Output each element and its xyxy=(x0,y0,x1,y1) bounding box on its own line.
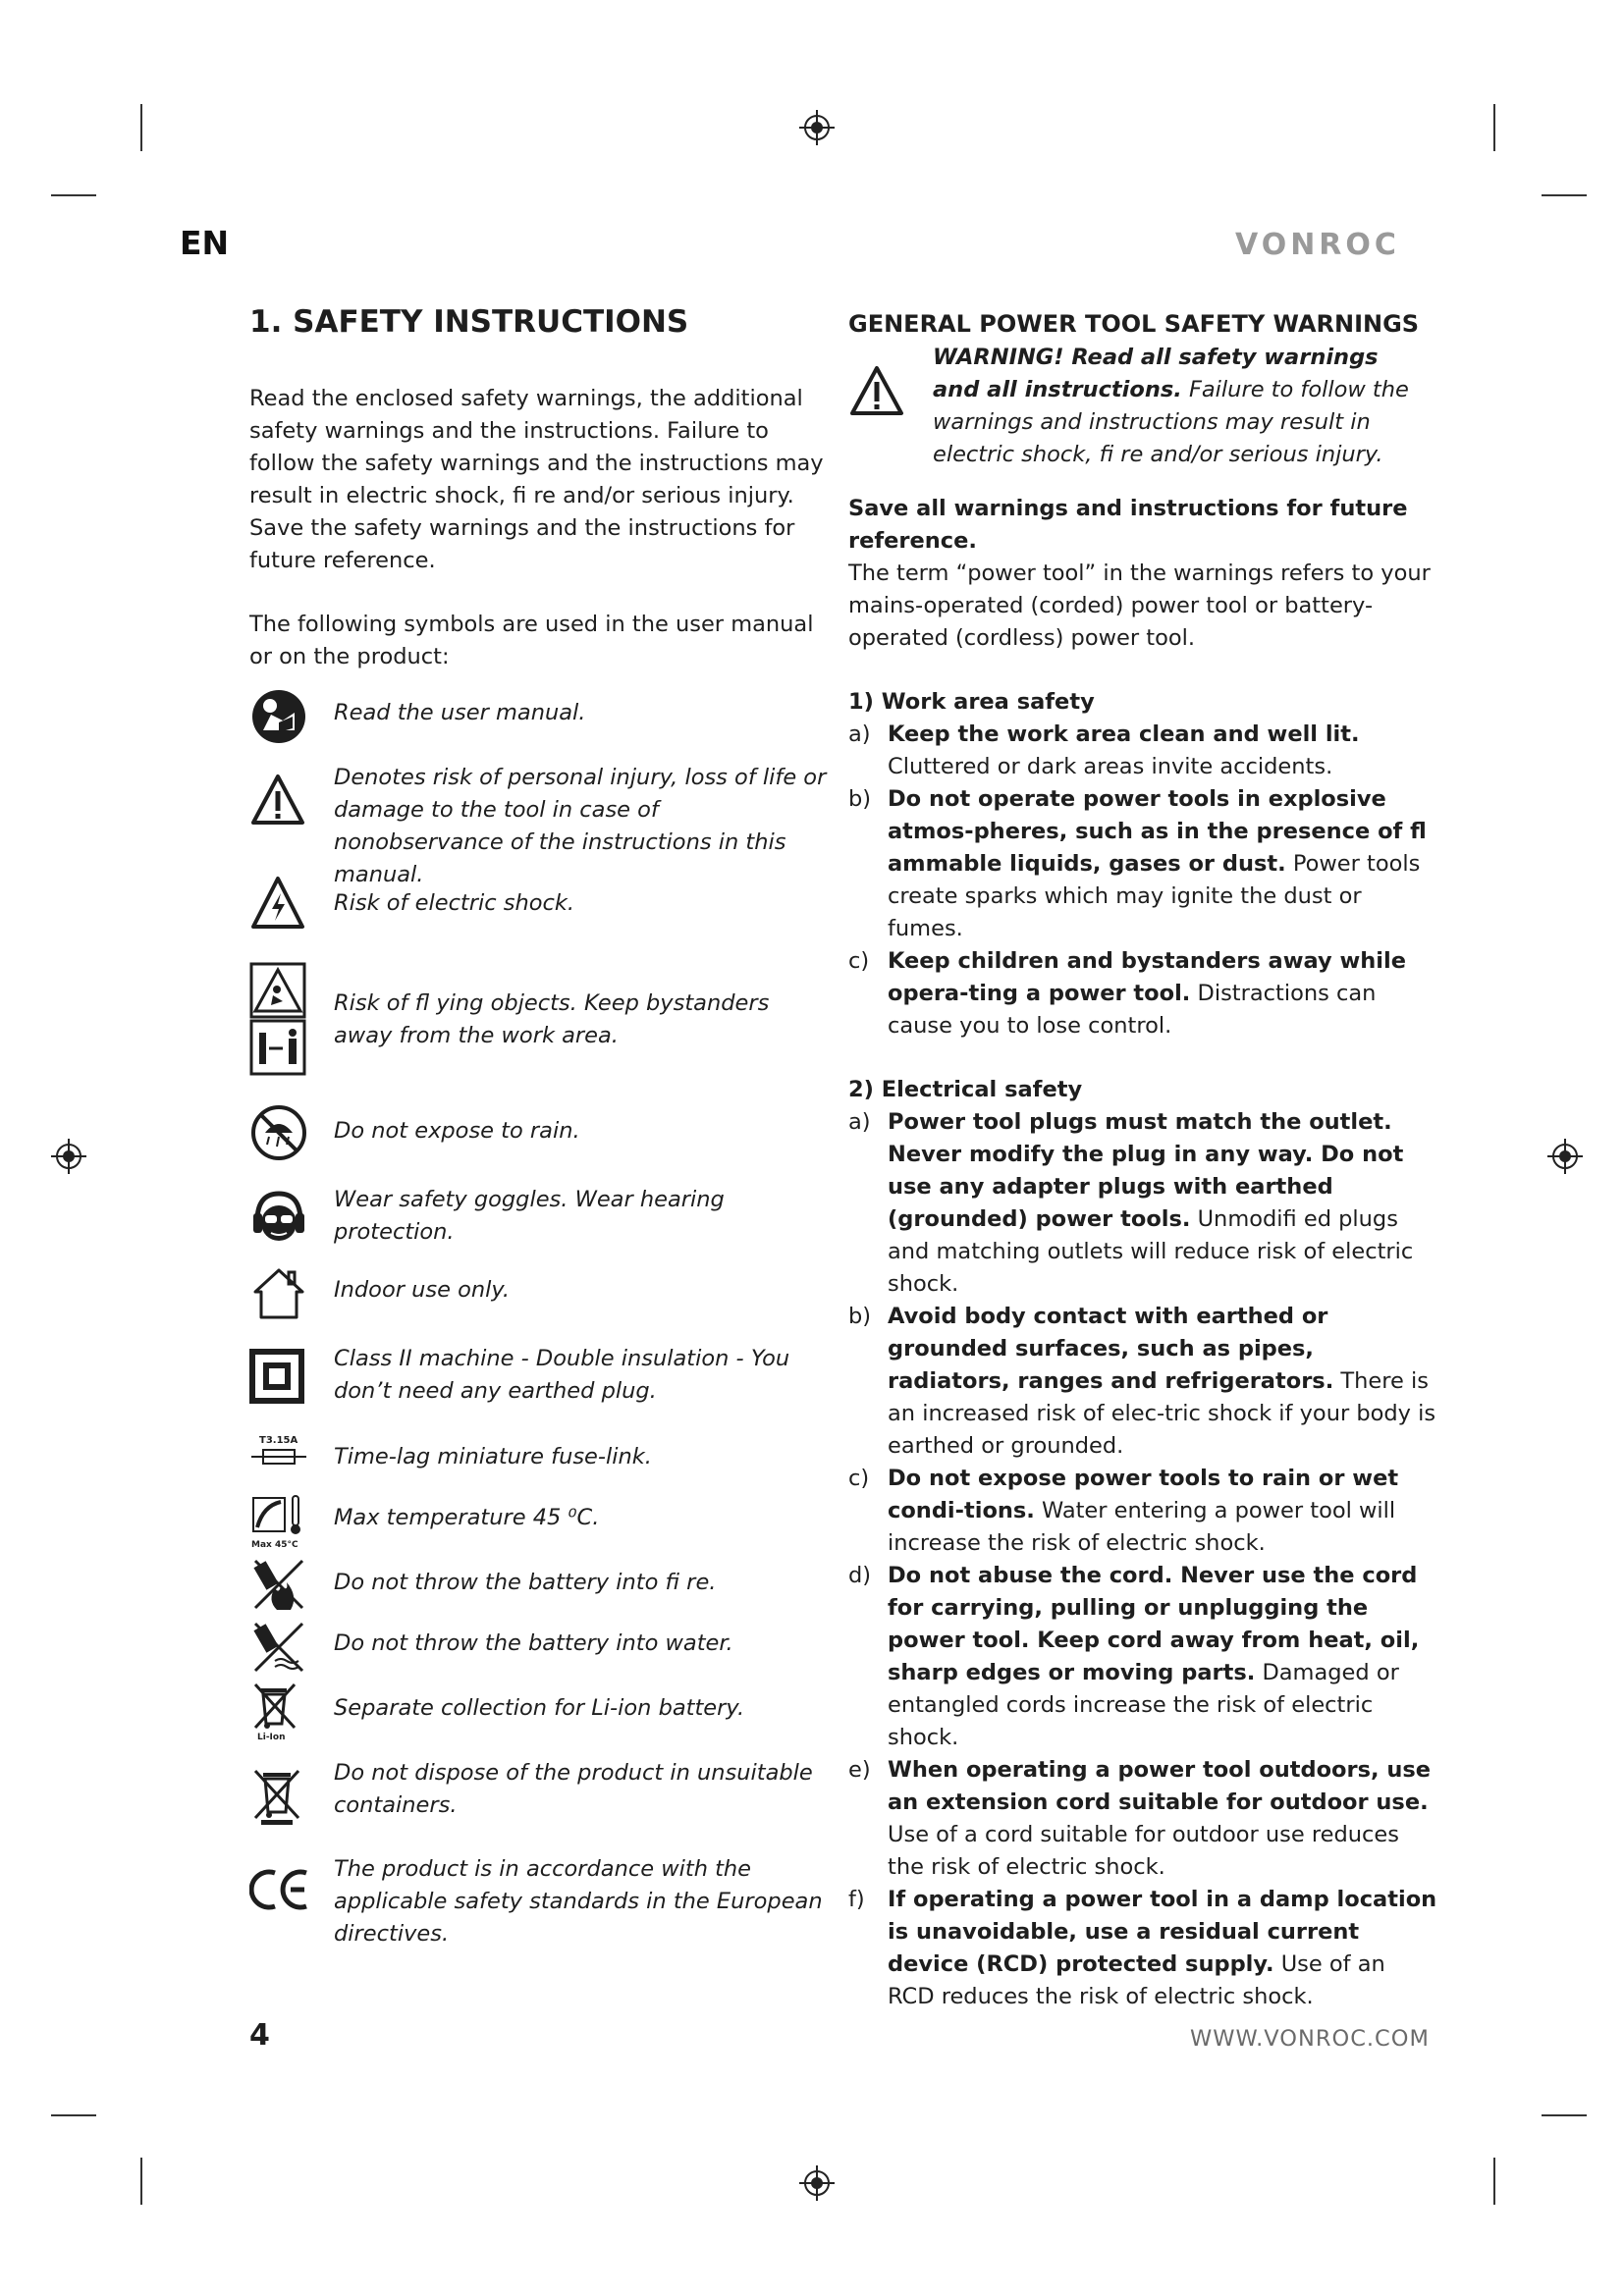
li-ion-bin-icon xyxy=(249,1681,308,1741)
item-bold: When operating a power tool outdoors, use an extension cord suitable for outdoor use. xyxy=(888,1757,1432,1815)
temperature-label: Max 45°C xyxy=(251,1540,298,1550)
crop-mark xyxy=(140,2158,142,2205)
warning-triangle-icon xyxy=(848,363,905,418)
save-bold: Save all warnings and instructions for future reference. xyxy=(848,496,1408,554)
work-area-list xyxy=(848,719,1437,1042)
symbol-text: Risk of fl ying objects. Keep bystanders away from the work area. xyxy=(334,990,770,1048)
item-rest: Power tools create sparks which may ignite the dust or fumes. xyxy=(888,851,1421,941)
electrical-safety-list xyxy=(848,1106,1437,2013)
symbols-intro: The following symbols are used in the user manual or on the product: xyxy=(249,612,814,669)
power-tool-term: The term “power tool” in the warnings refers to your mains-operated (corded) power tool or battery-operated (cordless) power tool. xyxy=(848,561,1431,651)
item-rest: Water entering a power tool will increase the risk of electric shock. xyxy=(888,1498,1396,1556)
item-letter: a) xyxy=(848,721,871,747)
indoor-house-icon xyxy=(249,1264,308,1321)
symbol-text: Read the user manual. xyxy=(334,700,586,725)
right-column xyxy=(848,310,1437,2013)
item-bold: Do not abuse the cord. Never use the cord for carrying, pulling or unplugging the power tool. Keep cord away from heat, oil, sharp edges or moving parts. xyxy=(888,1563,1420,1685)
read-manual-icon xyxy=(249,687,308,746)
crop-mark xyxy=(51,194,96,196)
registration-mark-icon xyxy=(1545,1137,1585,1176)
symbol-text: Max temperature 45 ⁰C. xyxy=(334,1505,600,1530)
item-letter: c) xyxy=(848,948,870,974)
list-item xyxy=(848,783,1437,945)
goggles-ear-protection-icon xyxy=(249,1188,308,1247)
registration-mark-icon xyxy=(49,1137,88,1176)
item-rest: Unmodifi ed plugs and matching outlets will reduce risk of electric shock. xyxy=(888,1206,1414,1297)
li-ion-label: Li-Ion xyxy=(257,1733,286,1741)
symbol-text: Class II machine - Double insulation - You don’t need any earthed plug. xyxy=(334,1346,790,1404)
section-title: 1. SAFETY INSTRUCTIONS xyxy=(249,304,689,340)
crop-mark xyxy=(1542,194,1587,196)
item-bold: Keep the work area clean and well lit. xyxy=(888,721,1360,747)
item-rest: Damaged or entangled cords increase the risk of electric shock. xyxy=(888,1660,1399,1750)
item-bold: If operating a power tool in a damp location is unavoidable, use a residual current device (RCD) protected supply. xyxy=(888,1887,1437,1977)
symbol-text: Do not throw the battery into water. xyxy=(334,1630,733,1656)
item-rest: Cluttered or dark areas invite accidents. xyxy=(888,754,1333,779)
electric-shock-icon xyxy=(249,874,306,933)
max-temperature-icon xyxy=(249,1492,308,1551)
item-letter: b) xyxy=(848,1304,872,1329)
no-water-battery-icon xyxy=(249,1618,308,1675)
fuse-icon xyxy=(249,1433,308,1468)
item-letter: d) xyxy=(848,1563,872,1588)
warning-bold: WARNING! Read all safety warnings and all instructions. xyxy=(933,345,1379,402)
item-bold: Power tool plugs must match the outlet. Never modify the plug in any way. Do not use any adapter plugs with earthed (grounded) power tools. xyxy=(888,1109,1404,1232)
symbol-text: Separate collection for Li-ion battery. xyxy=(334,1695,745,1721)
item-bold: Avoid body contact with earthed or grounded surfaces, such as pipes, radiators, ranges and refrigerators. xyxy=(888,1304,1334,1394)
item-letter: e) xyxy=(848,1757,871,1783)
item-letter: f) xyxy=(848,1887,865,1912)
item-bold: Do not expose power tools to rain or wet condi-tions. xyxy=(888,1466,1399,1523)
item-bold: Keep children and bystanders away while opera-ting a power tool. xyxy=(888,948,1406,1006)
crop-mark xyxy=(1493,104,1495,151)
no-fire-battery-icon xyxy=(249,1555,308,1614)
list-item xyxy=(848,945,1437,1042)
double-insulation-icon xyxy=(249,1349,304,1404)
list-item xyxy=(848,1754,1437,1884)
intro-paragraph: Read the enclosed safety warnings, the additional safety warnings and the instructions. Failure to follow the safety warnings and the instructions may result in electric shock, fi re and/or serious injury. Save the safety warnings and the instructions for future reference. xyxy=(249,386,824,573)
list-item xyxy=(848,1884,1437,2013)
website-link[interactable]: WWW.VONROC.COM xyxy=(1190,2026,1430,2052)
symbol-text: Denotes risk of personal injury, loss of life or damage to the tool in case of nonobservance of the instructions in this manual. xyxy=(334,765,827,887)
page-number: 4 xyxy=(249,2018,270,2053)
warning-triangle-icon xyxy=(249,772,306,828)
electrical-safety-title: 2) Electrical safety xyxy=(848,1077,1083,1102)
crop-mark xyxy=(1493,2158,1495,2205)
item-bold: Do not operate power tools in explosive atmos-pheres, such as in the presence of fl ammable liquids, gases or dust. xyxy=(888,786,1427,877)
general-warnings-title: GENERAL POWER TOOL SAFETY WARNINGS xyxy=(848,310,1420,338)
symbol-text: Do not throw the battery into fi re. xyxy=(334,1570,717,1595)
list-item xyxy=(848,1106,1437,1301)
crop-mark xyxy=(51,2114,96,2116)
list-item xyxy=(848,1301,1437,1463)
item-rest: Distractions can cause you to lose control. xyxy=(888,981,1377,1039)
brand-logo: VONROC xyxy=(1235,228,1400,262)
save-instructions xyxy=(848,493,1437,655)
item-letter: c) xyxy=(848,1466,870,1491)
crossed-bin-icon xyxy=(249,1767,308,1826)
warning-text xyxy=(933,342,1424,471)
no-rain-icon xyxy=(249,1103,308,1162)
symbol-text: Do not dispose of the product in unsuitable containers. xyxy=(334,1760,813,1818)
symbol-text: Wear safety goggles. Wear hearing protection. xyxy=(334,1187,725,1245)
symbol-text: Risk of electric shock. xyxy=(334,890,575,916)
list-item xyxy=(848,1463,1437,1560)
crop-mark xyxy=(1542,2114,1587,2116)
item-rest: There is an increased risk of elec-tric shock if your body is earthed or grounded. xyxy=(888,1368,1436,1459)
symbol-text: Do not expose to rain. xyxy=(334,1118,580,1144)
warning-rest: Failure to follow the warnings and instructions may result in electric shock, fi re and/or serious injury. xyxy=(933,377,1409,467)
symbol-text: The product is in accordance with the applicable safety standards in the European directives. xyxy=(334,1856,823,1947)
ce-mark-icon xyxy=(249,1867,310,1912)
symbols-list xyxy=(249,0,827,2296)
item-letter: b) xyxy=(848,786,872,812)
item-rest: Use of an RCD reduces the risk of electric shock. xyxy=(888,1951,1385,2009)
list-item xyxy=(848,719,1437,783)
flying-objects-icon xyxy=(249,962,308,1078)
symbol-text: Time-lag miniature fuse-link. xyxy=(334,1444,652,1469)
item-letter: a) xyxy=(848,1109,871,1135)
crop-mark xyxy=(140,104,142,151)
warning-block xyxy=(848,342,1437,467)
language-code: EN xyxy=(180,224,230,262)
work-area-title: 1) Work area safety xyxy=(848,689,1095,715)
symbol-text: Indoor use only. xyxy=(334,1277,511,1303)
list-item xyxy=(848,1560,1437,1754)
fuse-rating-label: T3.15A xyxy=(259,1435,298,1446)
item-rest: Use of a cord suitable for outdoor use reduces the risk of electric shock. xyxy=(888,1822,1399,1880)
